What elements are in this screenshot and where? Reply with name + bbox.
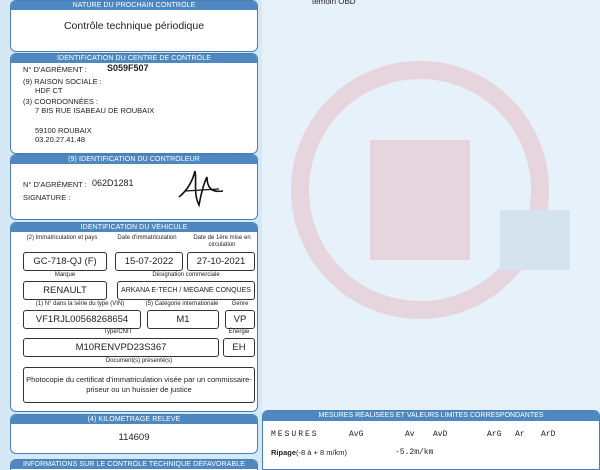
centre-agrement-label: N° D'AGRÉMENT :: [23, 65, 87, 74]
date-immat-label: Date d'immatriculation: [117, 235, 177, 241]
nature-panel: [10, 0, 258, 52]
kilometrage-header: (4) KILOMÉTRAGE RELEVÉ: [11, 415, 257, 424]
immat-box: GC-718-QJ (F): [23, 252, 107, 271]
genre-box: VP: [225, 310, 255, 329]
genre-label: Genre: [231, 301, 249, 307]
date-first-box: 27-10-2021: [187, 252, 255, 271]
infos-header: INFORMATIONS SUR LE CONTRÔLE TECHNIQUE DÉFAVORABLE: [11, 460, 257, 469]
mesures-title: MESURES: [271, 430, 319, 439]
designation-label: Désignation commerciale: [152, 272, 220, 278]
mesures-panel: [262, 410, 600, 470]
designation-box: ARKANA E-TECH / MEGANE CONQUES: [117, 281, 255, 300]
kilometrage-panel: [10, 414, 258, 454]
col-arg: ArG: [487, 430, 502, 439]
vehicule-header: IDENTIFICATION DU VÉHICULE: [11, 223, 257, 232]
raison-value: HDF CT: [35, 86, 63, 95]
centre-phone: 03.20.27.41.48: [35, 135, 86, 144]
mesures-header: MESURES RÉALISÉES ET VALEURS LIMITES CORRESPONDANTES: [263, 411, 599, 421]
categorie-label: (5) Catégorie internationale: [145, 301, 219, 307]
docs-box: Photocopie du certificat d'immatriculation visée par un commissaire-priseur ou un huissier de justice: [23, 367, 255, 403]
signature-icon: [171, 167, 231, 209]
centre-agrement-value: S059F507: [107, 63, 149, 73]
type-label: Type/CNIT: [103, 329, 133, 335]
nature-value: Contrôle technique périodique: [63, 20, 205, 32]
controleur-panel: [10, 154, 258, 220]
date-first-label: Date de 1ère mise en circulation: [193, 235, 251, 248]
col-ar: Ar: [515, 430, 525, 439]
address-line2: 59100 ROUBAIX: [35, 126, 92, 135]
vin-label: (1) N° dans la série du type (VIN): [35, 301, 125, 307]
categorie-box: M1: [147, 310, 219, 329]
energie-label: Énergie: [228, 329, 250, 335]
col-avg: AvG: [349, 430, 364, 439]
energie-box: EH: [223, 338, 255, 357]
marque-box: RENAULT: [23, 281, 107, 300]
kilometrage-value: 114609: [118, 432, 150, 443]
signature-label: SIGNATURE :: [23, 193, 71, 202]
col-av: Av: [405, 430, 415, 439]
centre-panel: [10, 53, 258, 154]
vehicule-panel: [10, 222, 258, 412]
infos-panel: [10, 459, 258, 470]
address-line1: 7 BIS RUE ISABEAU DE ROUBAIX: [35, 106, 155, 115]
controleur-agrement-value: 062D1281: [92, 178, 134, 188]
controleur-agrement-label: N° D'AGRÉMENT :: [23, 180, 87, 189]
watermark-emblem-icon: [270, 40, 580, 360]
nature-header: NATURE DU PROCHAIN CONTRÔLE: [11, 1, 257, 10]
coord-label: (3) COORDONNÉES :: [23, 97, 99, 106]
col-avd: AvD: [433, 430, 448, 439]
immat-label: (2) Immatriculation et pays: [26, 235, 98, 241]
col-ard: ArD: [541, 430, 556, 439]
marque-label: Marque: [54, 272, 76, 278]
raison-label: (9) RAISON SOCIALE :: [23, 77, 102, 86]
date-immat-box: 15-07-2022: [115, 252, 183, 271]
type-box: M10RENVPD23S367: [23, 338, 219, 357]
docs-label: Document(s) présenté(s): [105, 358, 173, 364]
ripage-label: Ripage: [271, 448, 297, 457]
ripage-value: -5.2m/km: [395, 448, 434, 457]
ripage-limits: (-8 à + 8 m/km): [296, 448, 348, 457]
controleur-header: (9) IDENTIFICATION DU CONTRÔLEUR: [11, 155, 257, 164]
vin-box: VF1RJL00568268654: [23, 310, 141, 329]
centre-header: IDENTIFICATION DU CENTRE DE CONTRÔLE: [11, 54, 257, 63]
obd-text: témoin OBD: [312, 0, 356, 6]
